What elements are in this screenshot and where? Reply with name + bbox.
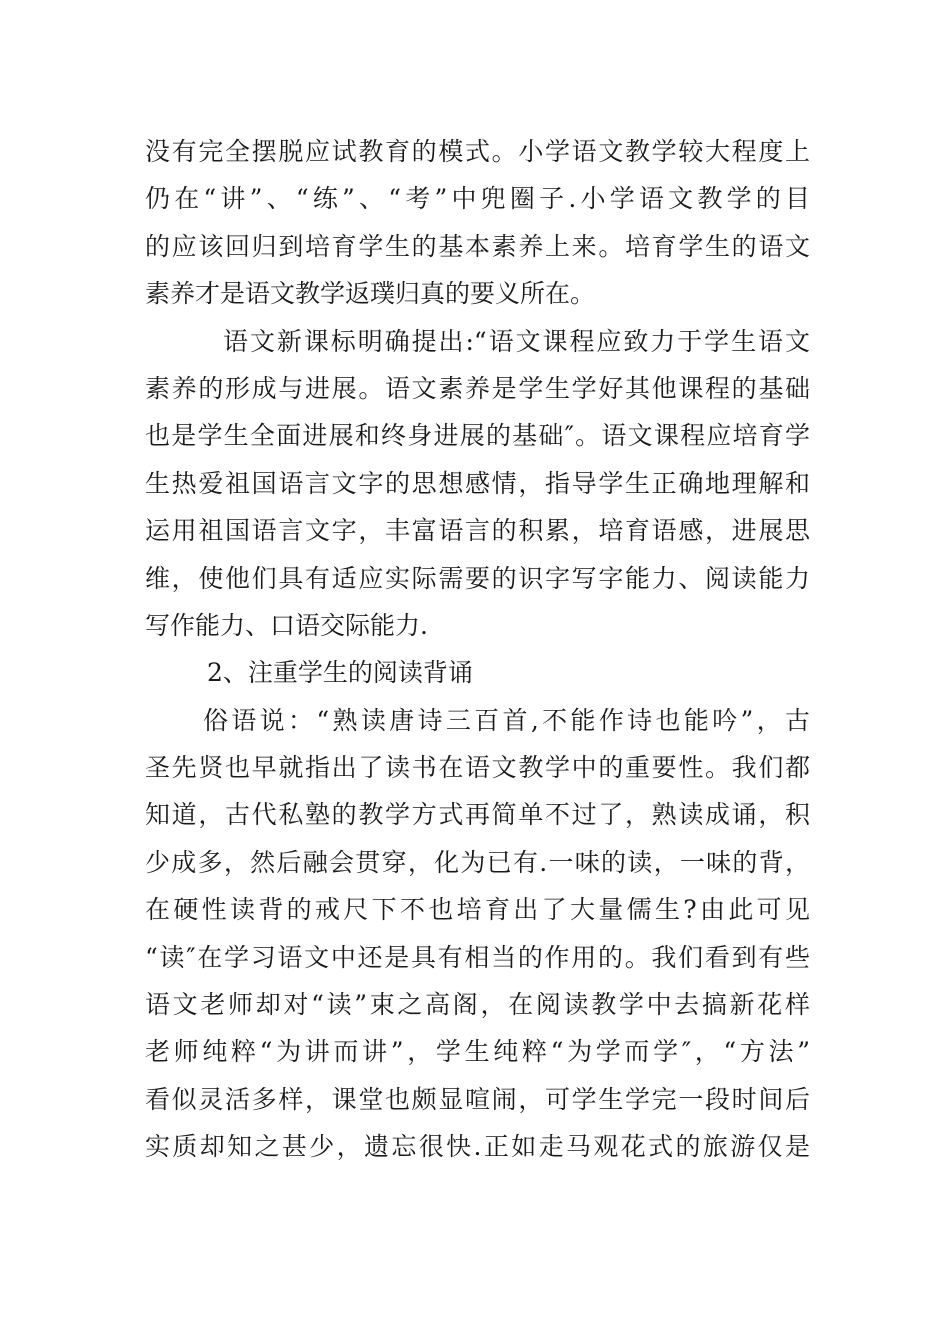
text-line: 知道，古代私塾的教学方式再简单不过了，熟读成诵，积 [145, 800, 810, 830]
paragraph-start-line: 俗语说：“熟读唐诗三百首,不能作诗也能吟”，古 [203, 705, 810, 735]
text-line: 少成多，然后融会贯穿，化为已有.一味的读，一味的背， [145, 847, 810, 877]
text-line: 在硬性读背的戒尺下不也培育出了大量儒生?由此可见 [145, 895, 810, 925]
text-line: 没有完全摆脱应试教育的模式。小学语文教学较大程度上 [145, 137, 810, 166]
text-line: 也是学生全面进展和终身进展的基础″。语文课程应培育学 [145, 421, 810, 451]
text-line: 素养才是语文教学返璞归真的要义所在。 [145, 279, 596, 309]
text-line: “读″在学习语文中还是具有相当的作用的。我们看到有些 [145, 942, 810, 972]
section-heading: 2、注重学生的阅读背诵 [207, 658, 473, 688]
text-line: 维，使他们具有适应实际需要的识字写字能力、阅读能力 [145, 563, 810, 593]
text-line: 语文老师却对“读”束之高阁，在阅读教学中去搞新花样 [145, 990, 810, 1020]
text-line: 老师纯粹“为讲而讲”，学生纯粹“为学而学″，“方法” [145, 1037, 810, 1067]
text-line: 圣先贤也早就指出了读书在语文教学中的重要性。我们都 [145, 753, 810, 783]
text-line: 素养的形成与进展。语文素养是学生学好其他课程的基础 [145, 373, 810, 403]
paragraph-start-line: 语文新课标明确提出:“语文课程应致力于学生语文 [223, 326, 810, 356]
body-text [145, 128, 810, 1171]
text-line: 看似灵活多样，课堂也颇显喧闹，可学生学完一段时间后 [145, 1084, 810, 1114]
text-line: 生热爱祖国语言文字的思想感情，指导学生正确地理解和 [145, 468, 810, 498]
text-line: 运用祖国语言文字，丰富语言的积累，培育语感，进展思 [145, 516, 810, 546]
text-line: 仍在“讲”、“练”、“考”中兜圈子.小学语文教学的目 [145, 184, 810, 214]
text-line: 写作能力、口语交际能力. [145, 610, 428, 640]
text-line: 实质却知之甚少，遗忘很快.正如走马观花式的旅游仅是 [145, 1132, 810, 1162]
text-line: 的应该回归到培育学生的基本素养上来。培育学生的语文 [145, 231, 810, 261]
